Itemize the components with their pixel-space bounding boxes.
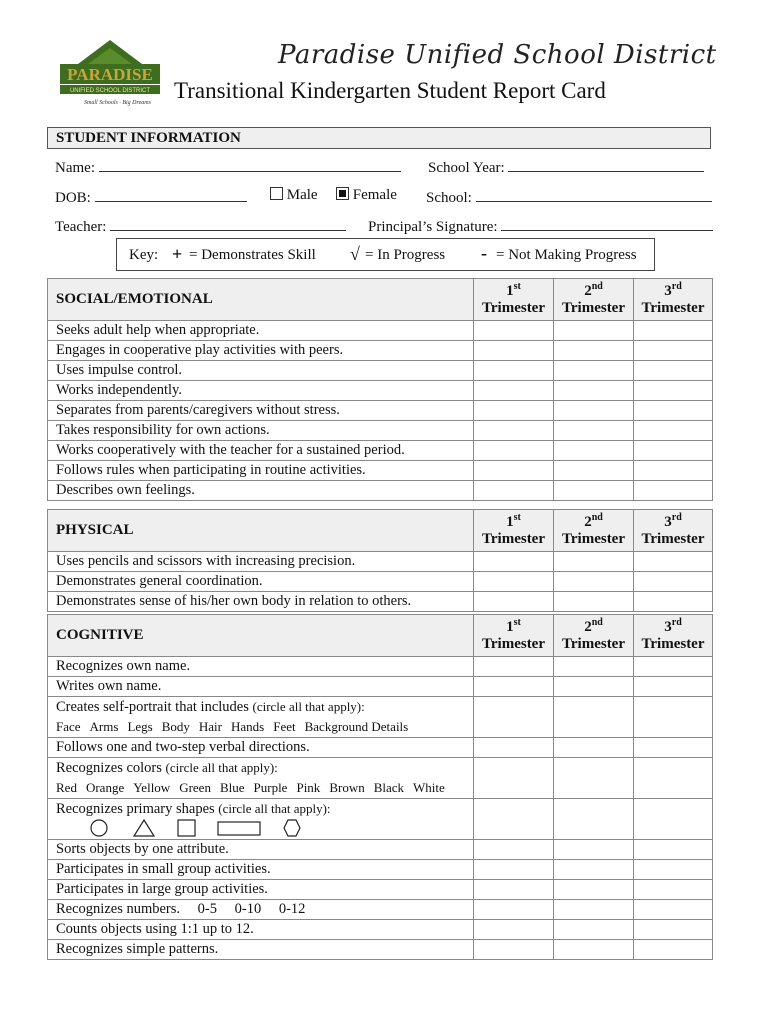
dob-label: DOB: <box>55 190 91 206</box>
mark-cell[interactable] <box>554 461 634 481</box>
district-name: Paradise Unified School District <box>278 40 717 70</box>
option-item[interactable]: Hair <box>198 719 222 734</box>
table-row <box>48 461 713 481</box>
circle-icon[interactable] <box>91 820 107 836</box>
mark-cell[interactable] <box>634 401 713 421</box>
mark-cell[interactable] <box>474 421 554 441</box>
skill-label: Works cooperatively with the teacher for a sustained period. <box>48 441 474 461</box>
mark-cell[interactable] <box>634 381 713 401</box>
option-item[interactable]: Face <box>56 719 81 734</box>
teacher-field[interactable] <box>55 216 346 236</box>
option-item[interactable]: Legs <box>127 719 153 734</box>
skill-small-group: Participates in small group activities. <box>48 860 474 880</box>
skill-counts: Counts objects using 1:1 up to 12. <box>48 920 474 940</box>
social-trimester-2-header: 2nd Trimester <box>554 279 634 321</box>
name-label: Name: <box>55 160 95 176</box>
table-row <box>48 321 713 341</box>
mark-cell[interactable] <box>554 920 634 940</box>
mark-cell[interactable] <box>554 697 634 738</box>
skill-writes-name: Writes own name. <box>48 677 474 697</box>
mark-cell[interactable] <box>474 677 554 697</box>
option-item[interactable]: Body <box>161 719 190 734</box>
logo-word: PARADISE <box>67 65 153 84</box>
skill-label: Follows rules when participating in routine activities. <box>48 461 474 481</box>
table-row <box>48 361 713 381</box>
female-label: Female <box>352 187 397 203</box>
cognitive-table <box>47 614 713 960</box>
skill-label: Demonstrates sense of his/her own body in relation to others. <box>48 592 474 612</box>
plus-meaning: = Demonstrates Skill <box>189 247 316 263</box>
mark-cell[interactable] <box>634 461 713 481</box>
dob-field[interactable] <box>55 187 247 207</box>
skill-label: Seeks adult help when appropriate. <box>48 321 474 341</box>
square-icon[interactable] <box>178 820 195 836</box>
mark-cell[interactable] <box>554 880 634 900</box>
school-field[interactable] <box>426 187 712 207</box>
mark-cell[interactable] <box>554 860 634 880</box>
principal-signature-label: Principal’s Signature: <box>368 219 498 235</box>
table-row <box>48 552 713 572</box>
mark-cell[interactable] <box>634 552 713 572</box>
grading-key <box>116 238 655 271</box>
dob-line[interactable] <box>95 187 247 202</box>
plus-symbol: + <box>172 244 183 264</box>
skill-label: Takes responsibility for own actions. <box>48 421 474 441</box>
number-option[interactable]: 0-5 <box>197 901 217 917</box>
table-row <box>48 940 713 960</box>
male-label: Male <box>286 187 318 203</box>
mark-cell[interactable] <box>634 341 713 361</box>
mark-cell[interactable] <box>634 738 713 758</box>
mark-cell[interactable] <box>554 799 634 840</box>
physical-table <box>47 509 713 612</box>
minus-meaning: = Not Making Progress <box>496 247 637 263</box>
mark-cell[interactable] <box>474 361 554 381</box>
skill-recognizes-name: Recognizes own name. <box>48 657 474 677</box>
mark-cell[interactable] <box>474 321 554 341</box>
mark-cell[interactable] <box>554 572 634 592</box>
social-trimester-3-header: 3rd Trimester <box>634 279 713 321</box>
skill-recognizes-colors: Recognizes colors (circle all that apply): Red Orange Yellow Green Blue Purple Pink Brown Black White <box>48 758 474 799</box>
mark-cell[interactable] <box>474 900 554 920</box>
option-item[interactable]: Orange <box>85 780 125 795</box>
table-row <box>48 592 713 612</box>
skill-label: Uses pencils and scissors with increasing precision. <box>48 552 474 572</box>
option-item[interactable]: Hands <box>231 719 265 734</box>
table-row <box>48 572 713 592</box>
table-row <box>48 758 713 799</box>
mark-cell[interactable] <box>474 840 554 860</box>
skill-label: Separates from parents/caregivers without stress. <box>48 401 474 421</box>
mark-cell[interactable] <box>474 461 554 481</box>
physical-trimester-2-header: 2nd Trimester <box>554 510 634 552</box>
triangle-icon[interactable] <box>134 820 154 836</box>
minus-symbol: - <box>481 243 487 263</box>
school-year-field[interactable] <box>428 157 704 177</box>
mark-cell[interactable] <box>474 381 554 401</box>
table-row <box>48 799 713 840</box>
option-item[interactable]: Green <box>179 780 211 795</box>
mark-cell[interactable] <box>554 401 634 421</box>
option-item[interactable]: Blue <box>219 780 245 795</box>
male-option[interactable] <box>270 187 318 204</box>
mark-cell[interactable] <box>554 900 634 920</box>
school-line[interactable] <box>476 187 712 202</box>
mark-cell[interactable] <box>554 421 634 441</box>
mark-cell[interactable] <box>554 381 634 401</box>
option-item[interactable]: Pink <box>296 780 321 795</box>
student-info-section-title: STUDENT INFORMATION <box>47 127 711 149</box>
table-row <box>48 441 713 461</box>
mark-cell[interactable] <box>474 940 554 960</box>
skill-label: Works independently. <box>48 381 474 401</box>
hexagon-icon[interactable] <box>284 820 300 836</box>
mark-cell[interactable] <box>554 738 634 758</box>
mark-cell[interactable] <box>634 321 713 341</box>
rectangle-icon[interactable] <box>218 822 260 835</box>
mark-cell[interactable] <box>554 321 634 341</box>
teacher-line[interactable] <box>110 216 346 231</box>
social-header-row <box>48 279 713 321</box>
report-header <box>50 38 720 116</box>
option-item[interactable]: Black <box>373 780 405 795</box>
mark-cell[interactable] <box>634 677 713 697</box>
mark-cell[interactable] <box>634 920 713 940</box>
mark-cell[interactable] <box>554 657 634 677</box>
table-row <box>48 341 713 361</box>
trimester-1-header: 1st Trimester <box>474 615 554 657</box>
mark-cell[interactable] <box>634 592 713 612</box>
mark-cell[interactable] <box>474 592 554 612</box>
table-row <box>48 880 713 900</box>
number-option[interactable]: 0-12 <box>278 901 306 917</box>
mark-cell[interactable] <box>634 860 713 880</box>
table-row <box>48 697 713 738</box>
mark-cell[interactable] <box>474 481 554 501</box>
mark-cell[interactable] <box>474 441 554 461</box>
mark-cell[interactable] <box>474 697 554 738</box>
check-meaning: = In Progress <box>365 247 446 263</box>
mark-cell[interactable] <box>554 441 634 461</box>
mark-cell[interactable] <box>634 940 713 960</box>
mark-cell[interactable] <box>634 840 713 860</box>
table-row <box>48 677 713 697</box>
mark-cell[interactable] <box>474 880 554 900</box>
mark-cell[interactable] <box>474 552 554 572</box>
table-row <box>48 920 713 940</box>
mark-cell[interactable] <box>634 421 713 441</box>
physical-header-row <box>48 510 713 552</box>
skill-recognizes-shapes: Recognizes primary shapes (circle all that apply): <box>48 799 474 840</box>
mark-cell[interactable] <box>554 677 634 697</box>
mark-cell[interactable] <box>634 799 713 840</box>
table-row <box>48 381 713 401</box>
name-field[interactable] <box>55 157 401 177</box>
mark-cell[interactable] <box>634 758 713 799</box>
shape-options[interactable] <box>56 818 473 838</box>
cognitive-title: COGNITIVE <box>48 615 474 657</box>
mark-cell[interactable] <box>634 880 713 900</box>
mark-cell[interactable] <box>634 481 713 501</box>
option-item[interactable]: Feet <box>273 719 296 734</box>
mark-cell[interactable] <box>554 940 634 960</box>
mark-cell[interactable] <box>474 860 554 880</box>
mark-cell[interactable] <box>474 341 554 361</box>
skill-label: Describes own feelings. <box>48 481 474 501</box>
skill-label: Demonstrates general coordination. <box>48 572 474 592</box>
school-label: School: <box>426 190 472 206</box>
principal-signature-field[interactable] <box>368 216 713 236</box>
option-item[interactable]: Yellow <box>133 780 171 795</box>
social-trimester-1-header: 1st Trimester <box>474 279 554 321</box>
table-row <box>48 401 713 421</box>
mark-cell[interactable] <box>634 697 713 738</box>
mark-cell[interactable] <box>554 840 634 860</box>
key-label: Key: <box>129 247 159 263</box>
skill-large-group: Participates in large group activities. <box>48 880 474 900</box>
mark-cell[interactable] <box>554 758 634 799</box>
skill-label: Uses impulse control. <box>48 361 474 381</box>
mark-cell[interactable] <box>474 799 554 840</box>
mark-cell[interactable] <box>554 552 634 572</box>
color-options[interactable] <box>56 780 454 795</box>
table-row <box>48 738 713 758</box>
mark-cell[interactable] <box>474 657 554 677</box>
school-year-line[interactable] <box>508 157 704 172</box>
page-title: Transitional Kindergarten Student Report Card <box>174 78 606 103</box>
social-emotional-table <box>47 278 713 501</box>
mark-cell[interactable] <box>634 900 713 920</box>
option-item[interactable]: Background Details <box>304 719 409 734</box>
table-row <box>48 481 713 501</box>
mark-cell[interactable] <box>474 401 554 421</box>
cognitive-header-row <box>48 615 713 657</box>
skill-self-portrait: Creates self-portrait that includes (circle all that apply): Face Arms Legs Body Hair Hands Feet Background Details <box>48 697 474 738</box>
mark-cell[interactable] <box>474 738 554 758</box>
mark-cell[interactable] <box>474 572 554 592</box>
table-row <box>48 657 713 677</box>
option-item[interactable]: Red <box>56 780 77 795</box>
check-symbol: √ <box>350 244 360 264</box>
mark-cell[interactable] <box>554 481 634 501</box>
option-item[interactable]: White <box>413 780 445 795</box>
skill-sorts: Sorts objects by one attribute. <box>48 840 474 860</box>
mark-cell[interactable] <box>554 592 634 612</box>
physical-trimester-1-header: 1st Trimester <box>474 510 554 552</box>
name-line[interactable] <box>99 157 401 172</box>
option-item[interactable]: Arms <box>89 719 119 734</box>
mark-cell[interactable] <box>634 572 713 592</box>
social-title: SOCIAL/EMOTIONAL <box>48 279 474 321</box>
skill-label: Engages in cooperative play activities with peers. <box>48 341 474 361</box>
table-row <box>48 840 713 860</box>
option-item[interactable]: Purple <box>253 780 288 795</box>
logo-tagline: Small Schools · Big Dreams <box>84 100 151 106</box>
male-checkbox[interactable] <box>270 187 283 200</box>
number-option[interactable]: 0-10 <box>234 901 262 917</box>
mark-cell[interactable] <box>634 361 713 381</box>
principal-signature-line[interactable] <box>501 216 713 231</box>
mark-cell[interactable] <box>634 441 713 461</box>
mark-cell[interactable] <box>554 361 634 381</box>
table-row <box>48 900 713 920</box>
option-item[interactable]: Brown <box>329 780 365 795</box>
skill-directions: Follows one and two-step verbal directions. <box>48 738 474 758</box>
skill-recognizes-numbers: Recognizes numbers. 0-5 0-10 0-12 <box>48 900 474 920</box>
teacher-label: Teacher: <box>55 219 107 235</box>
table-row <box>48 421 713 441</box>
trimester-2-header: 2nd Trimester <box>554 615 634 657</box>
mark-cell[interactable] <box>554 341 634 361</box>
physical-trimester-3-header: 3rd Trimester <box>634 510 713 552</box>
logo-sub: UNIFIED SCHOOL DISTRICT <box>69 88 151 94</box>
female-option[interactable] <box>336 187 397 204</box>
trimester-3-header: 3rd Trimester <box>634 615 713 657</box>
skill-patterns: Recognizes simple patterns. <box>48 940 474 960</box>
mark-cell[interactable] <box>474 758 554 799</box>
mark-cell[interactable] <box>474 920 554 940</box>
physical-title: PHYSICAL <box>48 510 474 552</box>
portrait-options[interactable] <box>56 719 417 734</box>
female-checkbox[interactable] <box>336 187 349 200</box>
mark-cell[interactable] <box>634 657 713 677</box>
table-row <box>48 860 713 880</box>
school-year-label: School Year: <box>428 160 505 176</box>
